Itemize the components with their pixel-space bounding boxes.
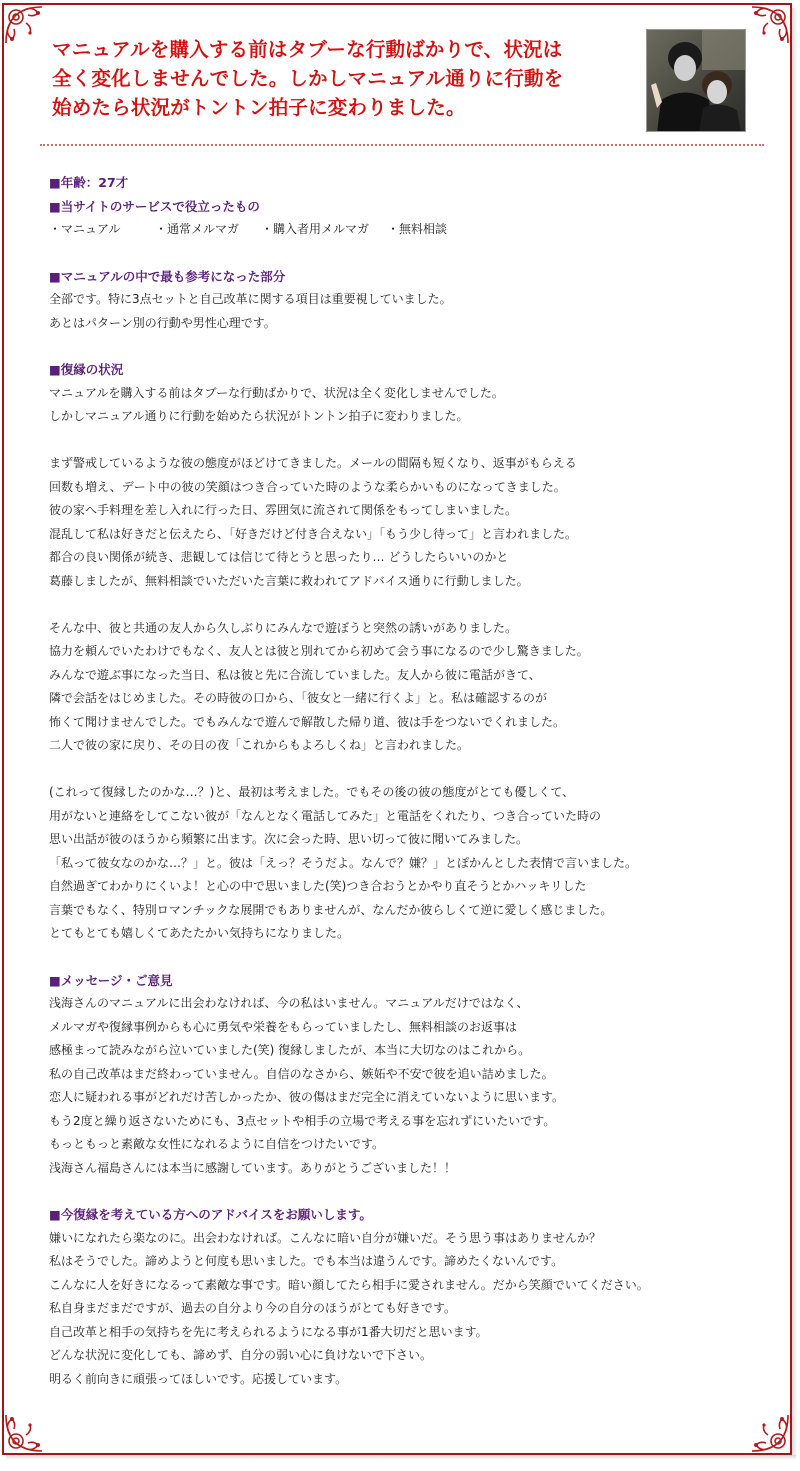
section-text-line: 協力を頼んでいたわけでもなく、友人とは彼と別れてから初めて会う事になるので少し驚きました。 — [49, 644, 589, 658]
section-text-line: 浅海さんのマニュアルに出会わなければ、今の私はいません。マニュアルだけではなく、 — [49, 996, 529, 1010]
testimonial-section — [49, 969, 749, 1181]
services-heading: ■当サイトのサービスで役立ったもの — [49, 198, 260, 214]
section-text-line: 回数も増え、デート中の彼の笑顔はつき合っていた時のような柔らかいものになってきました。 — [49, 479, 566, 494]
testimonial-section — [49, 358, 749, 946]
section-text-line: 葛藤しましたが、無料相談でいただいた言葉に救われてアドバイス通りに行動しました。 — [49, 573, 529, 588]
corner-ornament-icon — [2, 1411, 46, 1455]
section-text-line: 明るく前向きに頑張ってほしいです。応援しています。 — [49, 1371, 348, 1386]
section-heading: ■今復縁を考えている方へのアドバイスをお願いします。 — [49, 1207, 372, 1222]
section-text-line: 嫌いになれたら楽なのに。出会わなければ。こんなに暗い自分が嫌いだ。そう思う事はありませんか？ — [49, 1230, 602, 1245]
profile-section — [49, 171, 749, 242]
testimonial-section — [49, 265, 749, 336]
section-text-line: (これって復縁したのかな…？)と、最初は考えました。でもその後の彼の態度がとても優しくて、 — [49, 785, 575, 799]
section-text-line: 混乱して私は好きだと伝えたら、「好きだけど付き合えない」「もう少し待って」と言われました。 — [49, 526, 578, 541]
section-text-line: 自然過ぎてわかりにくいよ！と心の中で思いました(笑)つき合おうとかやり直そうとかハッキリした — [49, 879, 587, 893]
section-text-line: そんな中、彼と共通の友人から久しぶりにみんなで遊ぼうと突然の誘いがありました。 — [49, 620, 518, 635]
headline-line: 始めたら状況がトントン拍子に変わりました。 — [52, 96, 466, 119]
section-heading: ■メッセージ・ご意見 — [49, 972, 173, 988]
section-text-line: 私の自己改革はまだ終わっていません。自信のなさから、嫉妬や不安で彼を追い詰めました。 — [49, 1066, 554, 1081]
frame-shadow-bottom — [6, 1455, 796, 1460]
section-text-line: みんなで遊ぶ事になった当日、私は彼と先に合流していました。友人から彼に電話がきて、 — [49, 667, 541, 682]
section-text-line: 全部です。特に3点セットと自己改革に関する項目は重要視していました。 — [49, 292, 452, 306]
testimonial-section — [49, 1203, 749, 1391]
section-text-line — [49, 429, 749, 453]
headline-divider — [40, 144, 764, 146]
corner-ornament-icon — [748, 1411, 792, 1455]
section-text-line: 自己改革と相手の気持ちを先に考えられるようになる事が1番大切だと思います。 — [49, 1324, 488, 1339]
corner-ornament-icon — [2, 3, 46, 47]
section-text-line: もう2度と繰り返さないためにも、3点セットや相手の立場で考える事を忘れずにいたいです。 — [49, 1113, 556, 1128]
section-text-line: 恋人に疑われる事がどれだけ苦しかったか、彼の傷はまだ完全に消えていないように思います。 — [49, 1090, 565, 1104]
section-text-line: 私自身まだまだですが、過去の自分より今の自分のほうがとても好きです。 — [49, 1301, 457, 1315]
section-text-line: あとはパターン別の行動や男性心理です。 — [49, 315, 276, 330]
service-item: ・購入者用メルマガ — [261, 222, 370, 236]
section-text-line: 隣で会話をはじめました。その時彼の口から、「彼女と一緒に行くよ」と。私は確認するのが — [49, 691, 548, 705]
section-text-line: 用がないと連絡をしてこない彼が「なんとなく電話してみた」と電話をくれたり、つき合っていた時の — [49, 808, 602, 823]
section-text-line: 思い出話が彼のほうから頻繁に出ます。次に会った時、思い切って彼に聞いてみました。 — [49, 832, 529, 846]
section-text-line: まず警戒しているような彼の態度がほどけてきました。メールの間隔も短くなり、返事がもらえる — [49, 456, 577, 470]
section-text-line: マニュアルを購入する前はタブーな行動ばかりで、状況は全く変化しませんでした。 — [49, 385, 504, 400]
section-text-line: 感極まって読みながら泣いていました(笑) 復縁しましたが、本当に大切なのはこれから。 — [49, 1043, 531, 1057]
section-text-line: 怖くて聞けませんでした。でもみんなで遊んで解散した帰り道、彼は手をつないでくれました。 — [49, 714, 566, 729]
section-text-line — [49, 593, 749, 617]
section-text-line: 浅海さん福島さんには本当に感謝しています。ありがとうございました！！ — [49, 1160, 457, 1175]
customer-photo-image — [647, 30, 746, 132]
section-text-line: 二人で彼の家に戻り、その日の夜「これからもよろしくね」と言われました。 — [49, 738, 470, 752]
frame-shadow-right — [792, 8, 797, 1458]
testimonial-content — [49, 171, 749, 1414]
headline-line: マニュアルを購入する前はタブーな行動ばかりで、状況は — [52, 38, 563, 61]
services-list — [49, 218, 749, 242]
section-text-line: 都合の良い関係が続き、悲観しては信じて待とうと思ったり… どうしたらいいのかと — [49, 550, 509, 564]
testimonial-headline — [52, 35, 632, 122]
section-heading: ■復縁の状況 — [49, 362, 124, 377]
service-item: ・マニュアル — [49, 222, 121, 236]
age-heading: ■年齢：27才 — [49, 175, 129, 190]
section-text-line: しかしマニュアル通りに行動を始めたら状況がトントン拍子に変わりました。 — [49, 409, 469, 423]
section-text-line — [49, 758, 749, 782]
service-item: ・通常メルマガ — [155, 222, 240, 236]
customer-photo — [646, 29, 746, 132]
section-text-line: もっともっと素敵な女性になれるように自信をつけたいです。 — [49, 1137, 385, 1151]
headline-line: 全く変化しませんでした。しかしマニュアル通りに行動を — [52, 67, 564, 90]
section-heading: ■マニュアルの中で最も参考になった部分 — [49, 268, 286, 284]
section-text-line: どんな状況に変化しても、諦めず、自分の弱い心に負けないで下さい。 — [49, 1348, 433, 1362]
service-item: ・無料相談 — [387, 222, 448, 236]
section-text-line: 「私って彼女なのかな…？」と。彼は「えっ？そうだよ。なんで？嫌？」とぽかんとした表情で言いました。 — [49, 855, 638, 870]
corner-ornament-icon — [748, 3, 792, 47]
section-text-line: 私はそうでした。諦めようと何度も思いました。でも本当は違うんです。諦めたくないんです。 — [49, 1254, 564, 1268]
section-text-line: とてもとても嬉しくてあたたかい気持ちになりました。 — [49, 926, 350, 940]
section-text-line: 言葉でもなく、特別ロマンチックな展開でもありませんが、なんだか彼らしくて逆に愛しく感じました。 — [49, 902, 613, 917]
section-text-line: メルマガや復縁事例からも心に勇気や栄養をもらっていましたし、無料相談のお返事は — [49, 1019, 518, 1034]
testimonial-sections — [49, 265, 749, 1392]
section-text-line: 彼の家へ手料理を差し入れに行った日、雰囲気に流されて関係をもってしまいました。 — [49, 503, 518, 517]
section-text-line: こんなに人を好きになるって素敵な事です。暗い顔してたら相手に愛されません。だから笑顔でいてください。 — [49, 1277, 649, 1292]
